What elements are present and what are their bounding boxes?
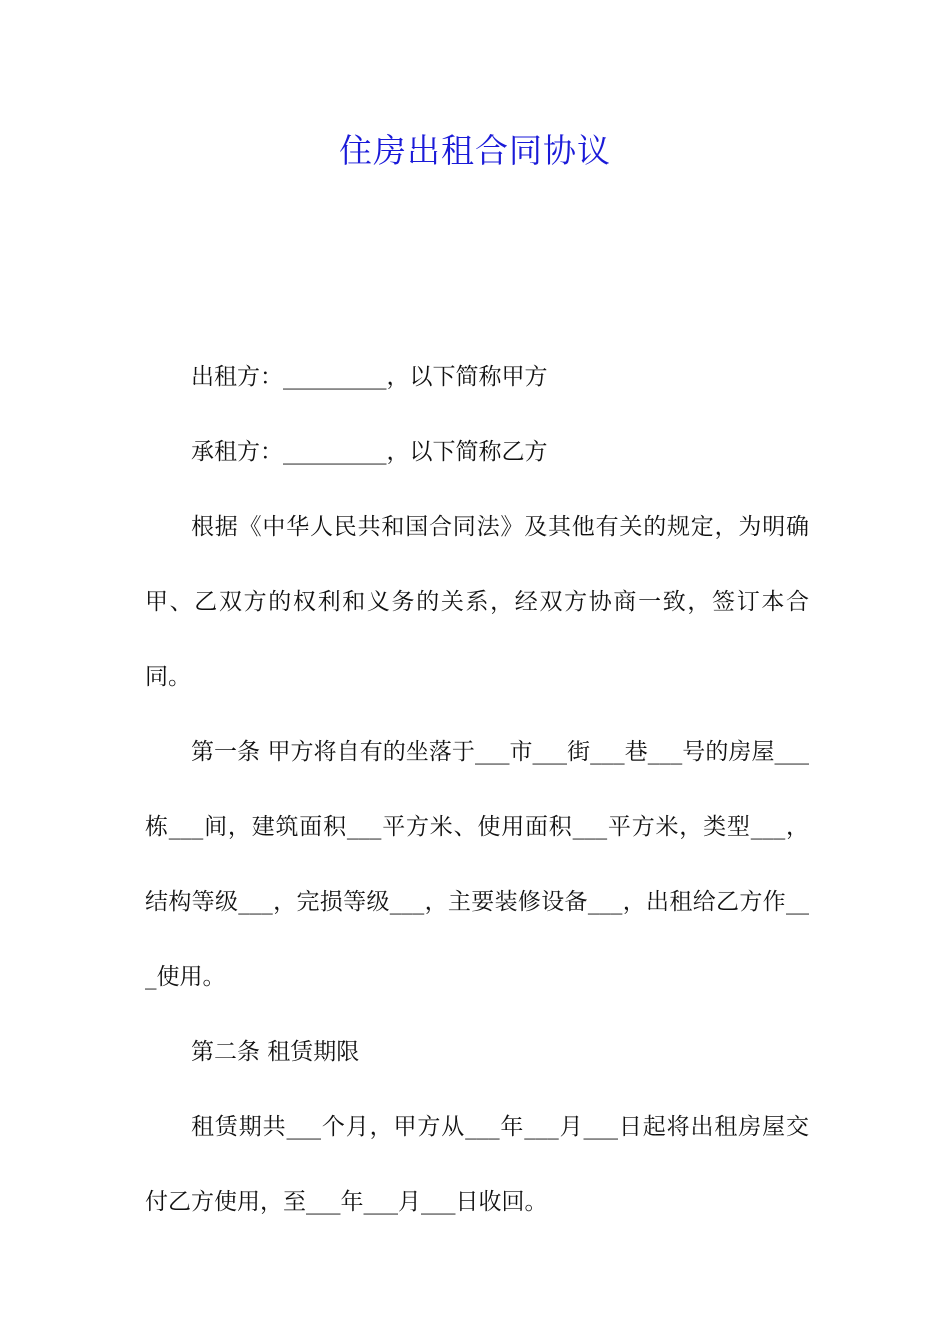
paragraph-lessee: 承租方：_________，以下简称乙方	[191, 439, 548, 465]
paragraph-preamble: 根据《中华人民共和国合同法》及其他有关的规定，为明确甲、乙双方的权利和义务的关系，经双方协商一致，签订本合同。	[145, 514, 809, 690]
paragraph-lessor: 出租方：_________，以下简称甲方	[191, 364, 548, 390]
paragraph-lease-term: 租赁期共___个月，甲方从___年___月___日起将出租房屋交付乙方使用，至___年___月___日收回。	[145, 1114, 809, 1215]
paragraph-article-1: 第一条 甲方将自有的坐落于___市___街___巷___号的房屋___栋___间，建筑面积___平方米、使用面积___平方米，类型___，结构等级___，完损等级___，主要装修设备___，出租给乙方作___使用。	[145, 739, 809, 990]
paragraph-article-2-heading: 第二条 租赁期限	[191, 1039, 360, 1065]
document-title: 住房出租合同协议	[339, 131, 611, 170]
document-body	[145, 340, 809, 1240]
